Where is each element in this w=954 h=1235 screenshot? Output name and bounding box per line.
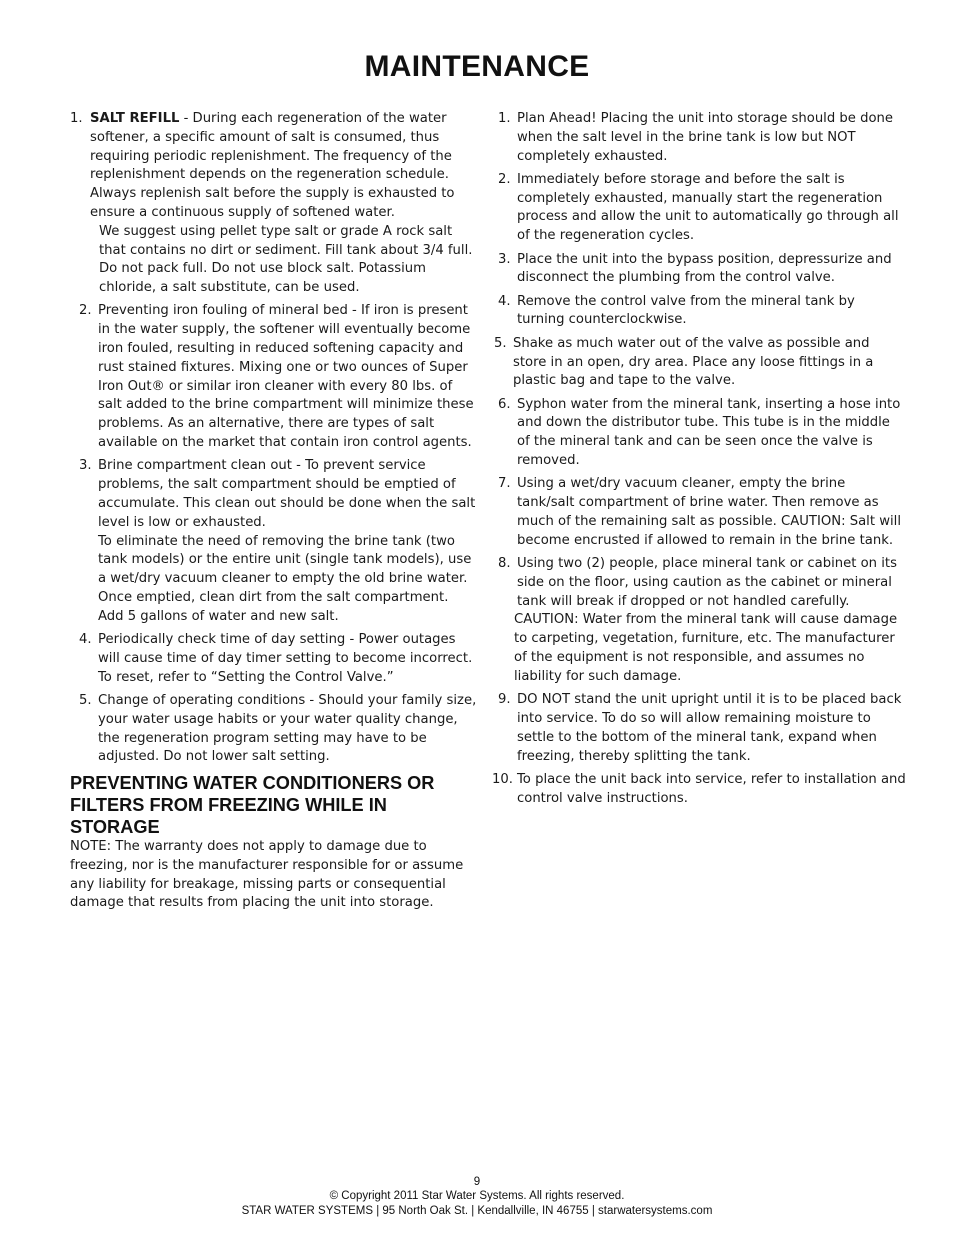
copyright-line: © Copyright 2011 Star Water Systems. All rights reserved. bbox=[329, 1190, 625, 1202]
list-item bbox=[492, 396, 906, 471]
salt-refill-lead: SALT REFILL bbox=[90, 111, 180, 126]
list-item-number: 6. bbox=[498, 396, 511, 412]
list-item-subparagraph: CAUTION: Water from the mineral tank will cause damage to carpeting, vegetation, furniture, etc. The manufacturer of the equipment is not responsible, and assumes no liability for such damage. bbox=[514, 612, 898, 684]
list-item-text: Shake as much water out of the valve as possible and store in an open, dry area. Place any loose fittings in a plastic bag and tape to the valve. bbox=[513, 335, 874, 389]
list-item-text: DO NOT stand the unit upright until it is to be placed back into service. To do so will allow remaining moisture to settle to the bottom of the mineral tank, expand when freezing, thereby splitting the tank. bbox=[517, 692, 902, 764]
list-item-text: Periodically check time of day setting - Power outages will cause time of day timer setting to become incorrect. To reset, refer to “Setting the Control Valve.” bbox=[98, 632, 473, 685]
list-item-number: 2. bbox=[498, 171, 511, 187]
list-item-number: 2. bbox=[79, 303, 92, 319]
list-item-number: 4. bbox=[79, 632, 92, 648]
list-item bbox=[70, 457, 478, 626]
list-item-text: Brine compartment clean out - To prevent service problems, the salt compartment should be emptied of accumulate. This clean out should be done when the salt level is low or exhausted. bbox=[98, 458, 476, 530]
list-item-text bbox=[90, 110, 478, 223]
list-item-text: To place the unit back into service, refer to installation and control valve instructions. bbox=[517, 771, 906, 806]
list-item-text: Immediately before storage and before the salt is completely exhausted, manually start the regeneration process and allow the unit to automatically go through all of the regeneration cycles. bbox=[517, 171, 899, 244]
page-number: 9 bbox=[473, 1176, 481, 1188]
list-item-text: Using a wet/dry vacuum cleaner, empty the brine tank/salt compartment of brine water. Then remove as much of the remaining salt as possible. CAUTION: Salt will become encrusted if allowed to remain in the brine tank. bbox=[517, 476, 901, 548]
list-item bbox=[492, 555, 906, 687]
list-item-text: Using two (2) people, place mineral tank or cabinet on its side on the floor, using caution as the cabinet or mineral tank will break if dropped or not handled carefully. bbox=[517, 556, 897, 609]
list-item-number: 5. bbox=[79, 692, 92, 708]
list-item bbox=[492, 475, 906, 550]
list-item-subparagraph: To eliminate the need of removing the brine tank (two tank models) or the entire unit (single tank models), use a wet/dry vacuum cleaner to empty the old brine water. Once emptied, clean dirt from the salt compartment. Add 5 gallons of water and new salt. bbox=[98, 533, 472, 624]
list-item-text: Place the unit into the bypass position, depressurize and disconnect the plumbing from the control valve. bbox=[517, 251, 892, 286]
warranty-note: NOTE: The warranty does not apply to damage due to freezing, nor is the manufacturer responsible for or assume any liability for breakage, missing parts or consequential damage that results from placing the unit into storage. bbox=[70, 839, 464, 911]
list-item-number: 7. bbox=[498, 476, 511, 492]
list-item-text: Preventing iron fouling of mineral bed - If iron is present in the water supply, the softener will eventually become iron fouled, resulting in reduced softening capacity and rust stained fixtures. Mixing one or two ounces of Super Iron Out® or similar iron cleaner with every 80 lbs. of salt added to the brine compartment will minimize these problems. As an alternative, there are types of salt available on the market that contain iron control agents. bbox=[98, 303, 474, 451]
list-item bbox=[492, 335, 906, 391]
list-item-subparagraph: We suggest using pellet type salt or grade A rock salt that contains no dirt or sediment. Fill tank about 3/4 full. Do not pack full. Do not use block salt. Potassium chloride, a salt substitute, can be used. bbox=[99, 223, 473, 296]
list-item-number: 8. bbox=[498, 556, 511, 572]
left-column bbox=[70, 110, 478, 913]
company-address-line: STAR WATER SYSTEMS | 95 North Oak St. | Kendallville, IN 46755 | starwatersystems.com bbox=[241, 1205, 713, 1217]
list-item-number: 4. bbox=[498, 293, 511, 309]
list-item-number: 1. bbox=[498, 111, 511, 126]
list-item-text: Syphon water from the mineral tank, inserting a hose into and down the distributor tube. This tube is in the middle of the mineral tank and can be seen once the valve is removed. bbox=[517, 396, 901, 469]
list-item bbox=[492, 171, 906, 246]
salt-refill-body: - During each regeneration of the water softener, a specific amount of salt is consumed, thus requiring periodic replenishment. The frequency of the replenishment depends on the regeneration schedule. Always replenish salt before the supply is exhausted to ensure a continuous supply of softened water. bbox=[90, 111, 455, 220]
list-item bbox=[70, 110, 478, 298]
section-heading: PREVENTING WATER CONDITIONERS OR FILTERS FROM FREEZING WHILE IN STORAGE bbox=[70, 773, 435, 838]
list-item-number: 3. bbox=[498, 251, 511, 267]
list-item bbox=[492, 293, 906, 331]
list-item bbox=[70, 302, 478, 452]
list-item-number: 10. bbox=[492, 771, 513, 787]
list-item-number: 9. bbox=[498, 692, 511, 708]
list-item bbox=[492, 691, 906, 766]
list-item-text: Remove the control valve from the mineral tank by turning counterclockwise. bbox=[517, 293, 855, 328]
list-item-text: Change of operating conditions - Should your family size, your water usage habits or your water quality change, the regeneration program setting may have to be adjusted. Do not lower salt setting. bbox=[98, 692, 477, 765]
page-title: MAINTENANCE bbox=[364, 50, 590, 83]
right-column bbox=[492, 110, 906, 813]
list-item-number: 3. bbox=[79, 458, 92, 474]
list-item bbox=[70, 692, 478, 767]
list-item-number: 1. bbox=[70, 111, 83, 126]
list-item-text: Plan Ahead! Placing the unit into storage should be done when the salt level in the brine tank is low but NOT completely exhausted. bbox=[517, 111, 893, 164]
list-item bbox=[70, 631, 478, 687]
list-item bbox=[492, 251, 906, 289]
list-item bbox=[492, 110, 906, 166]
list-item bbox=[492, 771, 906, 809]
list-item-number: 5. bbox=[494, 335, 507, 351]
